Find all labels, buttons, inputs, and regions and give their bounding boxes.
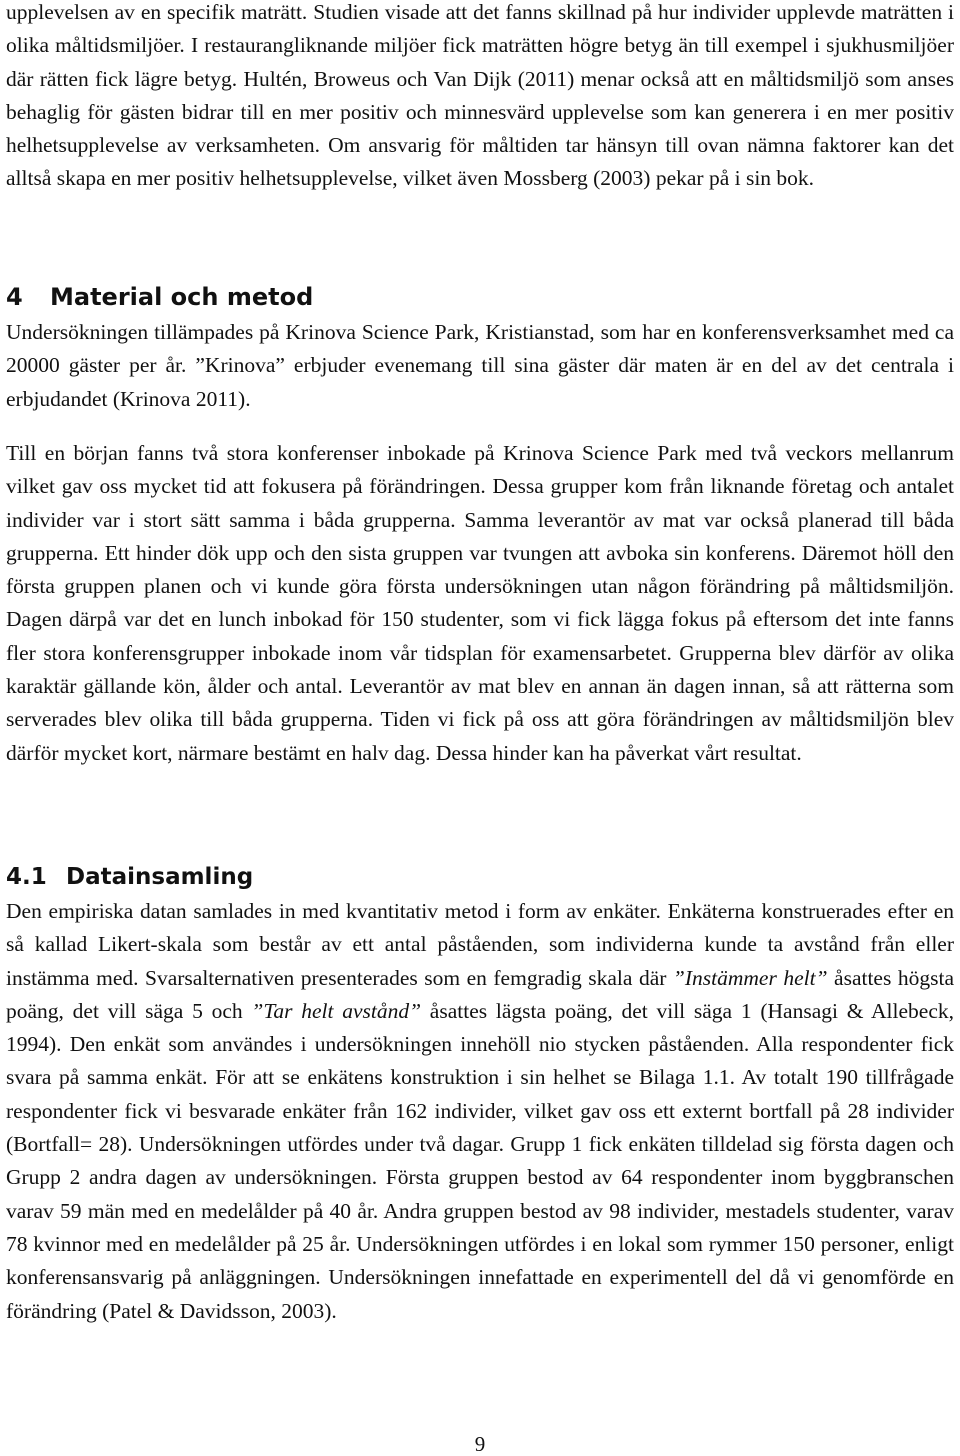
- page-number: 9: [474, 1432, 486, 1456]
- emphasis-tar-helt-avstand: ”Tar helt avstånd”: [251, 998, 422, 1023]
- paragraph-krinova: Undersökningen tillämpades på Krinova Science Park, Kristianstad, som har en konferensverksamhet med ca 20000 gäster per år. ”Krinova” erbjuder evenemang till sina gäster där maten är en del av det centrala i erbjudandet (Krinova 2011).: [6, 320, 954, 411]
- paragraph-datainsamling: [6, 895, 954, 1328]
- section-title: Material och metod: [50, 283, 314, 311]
- paragraph-intro: upplevelsen av en specifik maträtt. Studien visade att det fanns skillnad på hur individer upplevde maträtten i olika måltidsmiljöer. I restaurangliknande miljöer fick maträtten högre betyg än till exempel i sjukhusmiljöer där rätten fick lägre betyg. Hultén, Broweus och Van Dijk (2011) menar också att en måltidsmiljö som anses behaglig för gästen bidrar till en mer positiv och minnesvärd upplevelse som kan generera i en mer positiv helhetsupplevelse av verksamheten. Om ansvarig för måltiden tar hänsyn till ovan nämna faktorer kan det alltså skapa en mer positiv helhetsupplevelse, vilket även Mossberg (2003) pekar på i sin bok.: [6, 0, 954, 191]
- subsection-number: 4.1: [6, 864, 47, 890]
- paragraph-text: åsattes lägsta poäng, det vill säga 1 (Hansagi & Allebeck, 1994). Den enkät som användes i undersökningen innehöll nio stycken påståenden. Alla respondenter fick svara på samma enkät. För att se enkätens konstruktion i sin helhet se Bilaga 1.1. Av totalt 190 tillfrågade respondenter fick vi besvarade enkäter från 162 individer, vilket gav oss ett externt bortfall på 28 individer (Bortfall= 28). Undersökningen utfördes under två dagar. Grupp 1 fick enkäten tilldelad sig första dagen och Grupp 2 andra dagen av undersökningen. Första gruppen bestod av 64 respondenter inom byggbranschen varav 59 män med en medelålder på 40 år. Andra gruppen bestod av 98 individer, mestadels studenter, varav 78 kvinnor med en medelålder på 25 år. Undersökningen utfördes i en lokal som rymmer 150 personer, enligt konferensansvarig på anläggningen. Undersökningen innefattade en experimentell del då vi genomförde en förändring (Patel & Davidsson, 2003).: [6, 998, 954, 1323]
- section-number: 4: [6, 283, 23, 311]
- section-heading-material-och-metod: [6, 280, 313, 314]
- paragraph-text: åsattes högsta poäng, det vill säga 5 och: [6, 965, 954, 1023]
- paragraph-text: Den empiriska datan samlades in med kvantitativ metod i form av enkäter. Enkäterna konstruerades efter en så kallad Likert-skala som består av ett antal påståenden, som individerna kunde ta avstånd från eller instämma med. Svarsalternativen presenterades som en femgradig skala där: [6, 899, 954, 990]
- paragraph-conferences: Till en början fanns två stora konferenser inbokade på Krinova Science Park med två veckors mellanrum vilket gav oss mycket tid att fokusera på förändringen. Dessa grupper kom från liknande företag och antalet individer var i stort sätt samma i båda grupperna. Samma leverantör av mat var också planerad till båda grupperna. Ett hinder dök upp och den sista gruppen var tvungen att avboka sin konferens. Däremot höll den första gruppen planen och vi kunde göra första undersökningen utan någon förändring på måltidsmiljön. Dagen därpå var det en lunch inbokad för 150 studenter, som vi fick lägga fokus på eftersom det inte fanns fler stora konferensgrupper inbokade inom vår tidsplan för examensarbetet. Grupperna blev därför av olika karaktär gällande kön, ålder och antal. Leverantör av mat blev en annan än dagen innan, så att rätterna som serverades blev olika till båda grupperna. Tiden vi fick på oss att göra förändringen av måltidsmiljön blev därför mycket kort, närmare bestämt en halv dag. Dessa hinder kan ha påverkat vårt resultat.: [6, 441, 954, 765]
- subsection-heading-datainsamling: [6, 860, 253, 894]
- subsection-title: Datainsamling: [66, 864, 254, 890]
- emphasis-instammer-helt: ”Instämmer helt”: [672, 965, 828, 990]
